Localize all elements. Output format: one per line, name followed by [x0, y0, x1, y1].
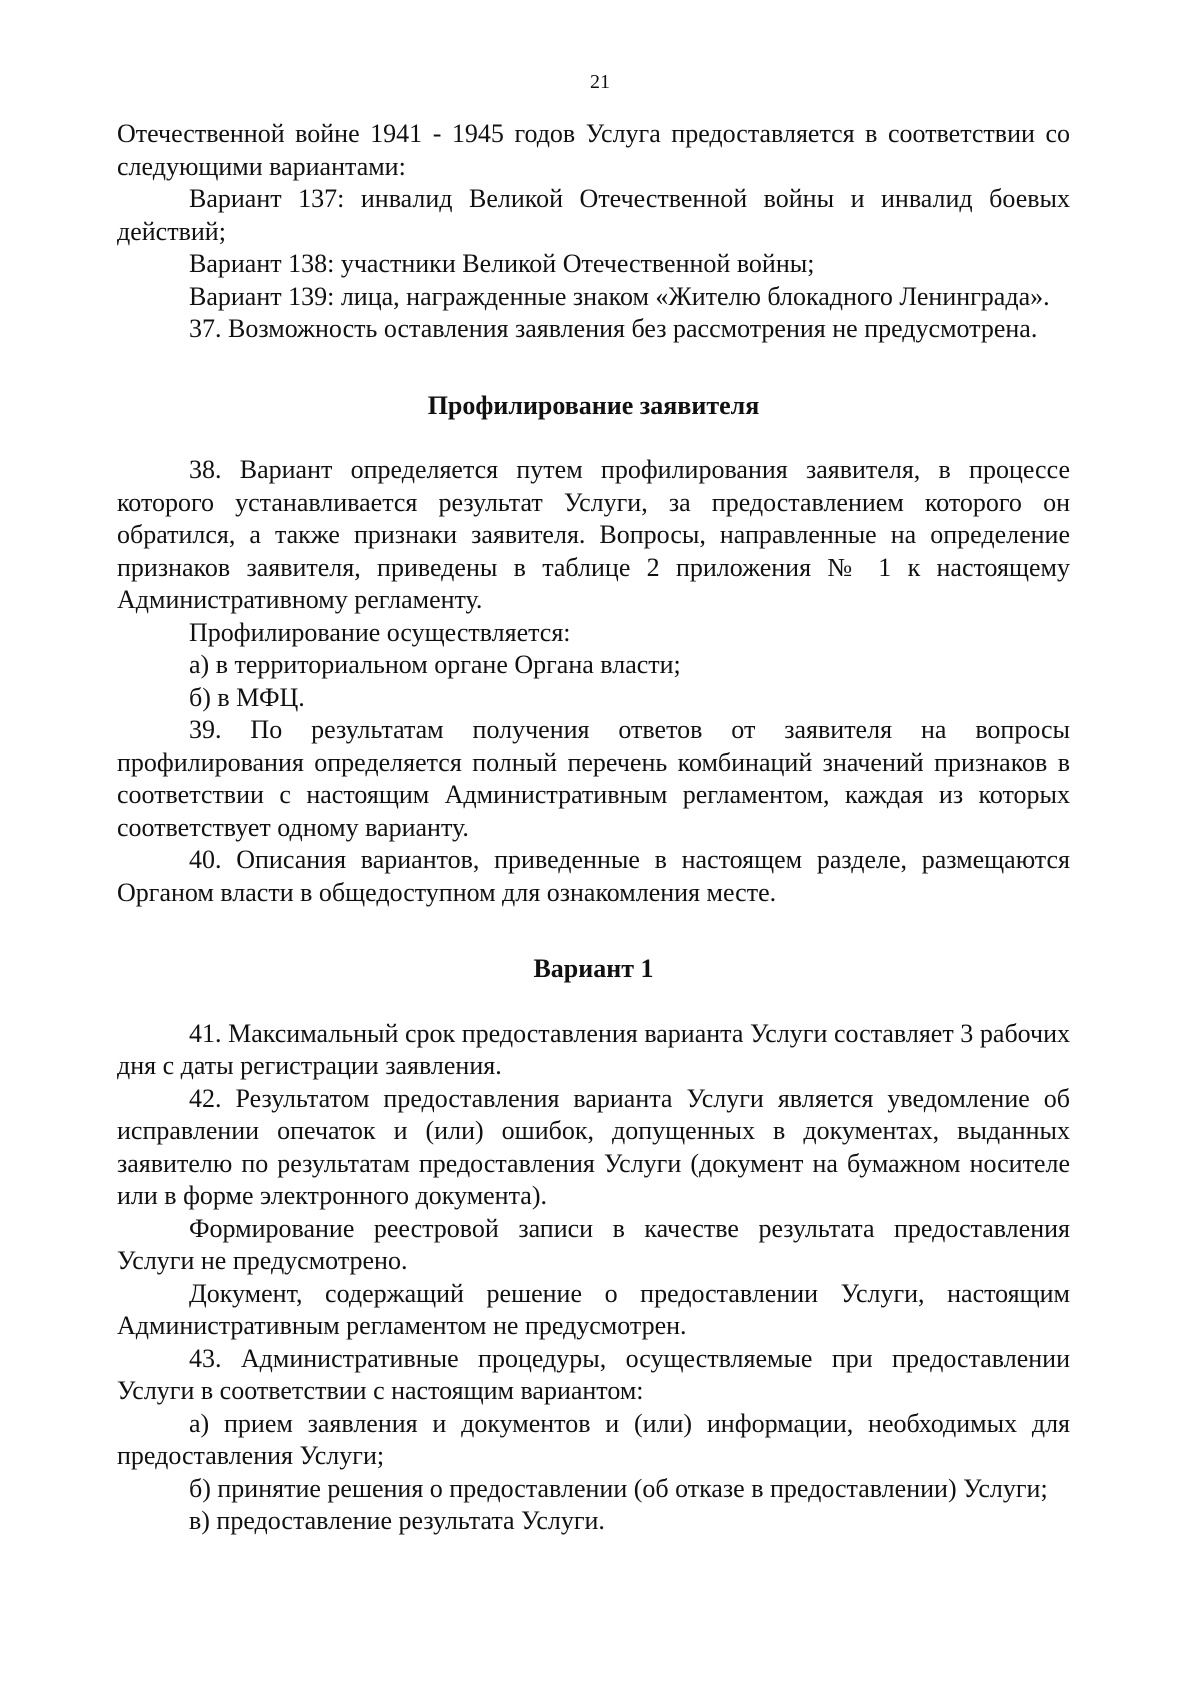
profiling-item-b: б) в МФЦ.: [189, 682, 305, 712]
registry-record-paragraph: Формирование реестровой записи в качестве результата предоставления Услуги не предусмотрено.: [117, 1213, 1070, 1275]
procedure-item-b: б) принятие решения о предоставлении (об отказе в предоставлении) Услуги;: [189, 1473, 1048, 1503]
variant-138: Вариант 138: участники Великой Отечественной войны;: [189, 249, 815, 278]
section-heading-variant-1: Вариант 1: [533, 954, 654, 983]
clause-39: 39. По результатам получения ответов от заявителя на вопросы профилирования определяется полный перечень комбинаций значений признаков в соответствии с настоящим Административным регламентом, каждая из которых соответствует одному варианту.: [117, 715, 1070, 842]
variant-139: Вариант 139: лица, награжденные знаком «Жителю блокадного Ленинграда».: [189, 281, 1050, 311]
decision-document-paragraph: Документ, содержащий решение о предоставлении Услуги, настоящим Административным регламентом не предусмотрен.: [117, 1278, 1070, 1340]
document-body: [117, 118, 1070, 1538]
clause-38: 38. Вариант определяется путем профилирования заявителя, в процессе которого устанавливается результат Услуги, за предоставлением которого он обратился, а также признаки заявителя. Вопросы, направленные на определение признаков заявителя, приведены в таблице 2 приложения № 1 к настоящему Административному регламенту.: [117, 455, 1070, 614]
section-heading-profiling: Профилирование заявителя: [427, 390, 760, 420]
profiling-item-a: а) в территориальном органе Органа власти;: [189, 650, 681, 679]
page-number: 21: [590, 71, 610, 93]
clause-42: 42. Результатом предоставления варианта Услуги является уведомление об исправлении опечаток и (или) ошибок, допущенных в документах, выданных заявителю по результатам предоставления Услуги (документ на бумажном носителе или в форме электронного документа).: [117, 1083, 1070, 1210]
intro-paragraph-1: Отечественной войне 1941 - 1945 годов Услуга предоставляется в соответствии со следующими вариантами:: [117, 119, 1070, 181]
variant-137: Вариант 137: инвалид Великой Отечественной войны и инвалид боевых действий;: [117, 184, 1070, 246]
clause-43: 43. Административные процедуры, осуществляемые при предоставлении Услуги в соответствии с настоящим вариантом:: [117, 1343, 1070, 1405]
procedure-item-a: а) прием заявления и документов и (или) информации, необходимых для предоставления Услуги;: [117, 1408, 1070, 1470]
clause-37: 37. Возможность оставления заявления без рассмотрения не предусмотрена.: [189, 314, 1038, 343]
clause-40: 40. Описания вариантов, приведенные в настоящем разделе, размещаются Органом власти в общедоступном для ознакомления месте.: [117, 845, 1070, 907]
procedure-item-c: в) предоставление результата Услуги.: [189, 1506, 605, 1535]
clause-41: 41. Максимальный срок предоставления варианта Услуги составляет 3 рабочих дня с даты регистрации заявления.: [117, 1018, 1070, 1080]
profiling-intro: Профилирование осуществляется:: [189, 617, 571, 647]
